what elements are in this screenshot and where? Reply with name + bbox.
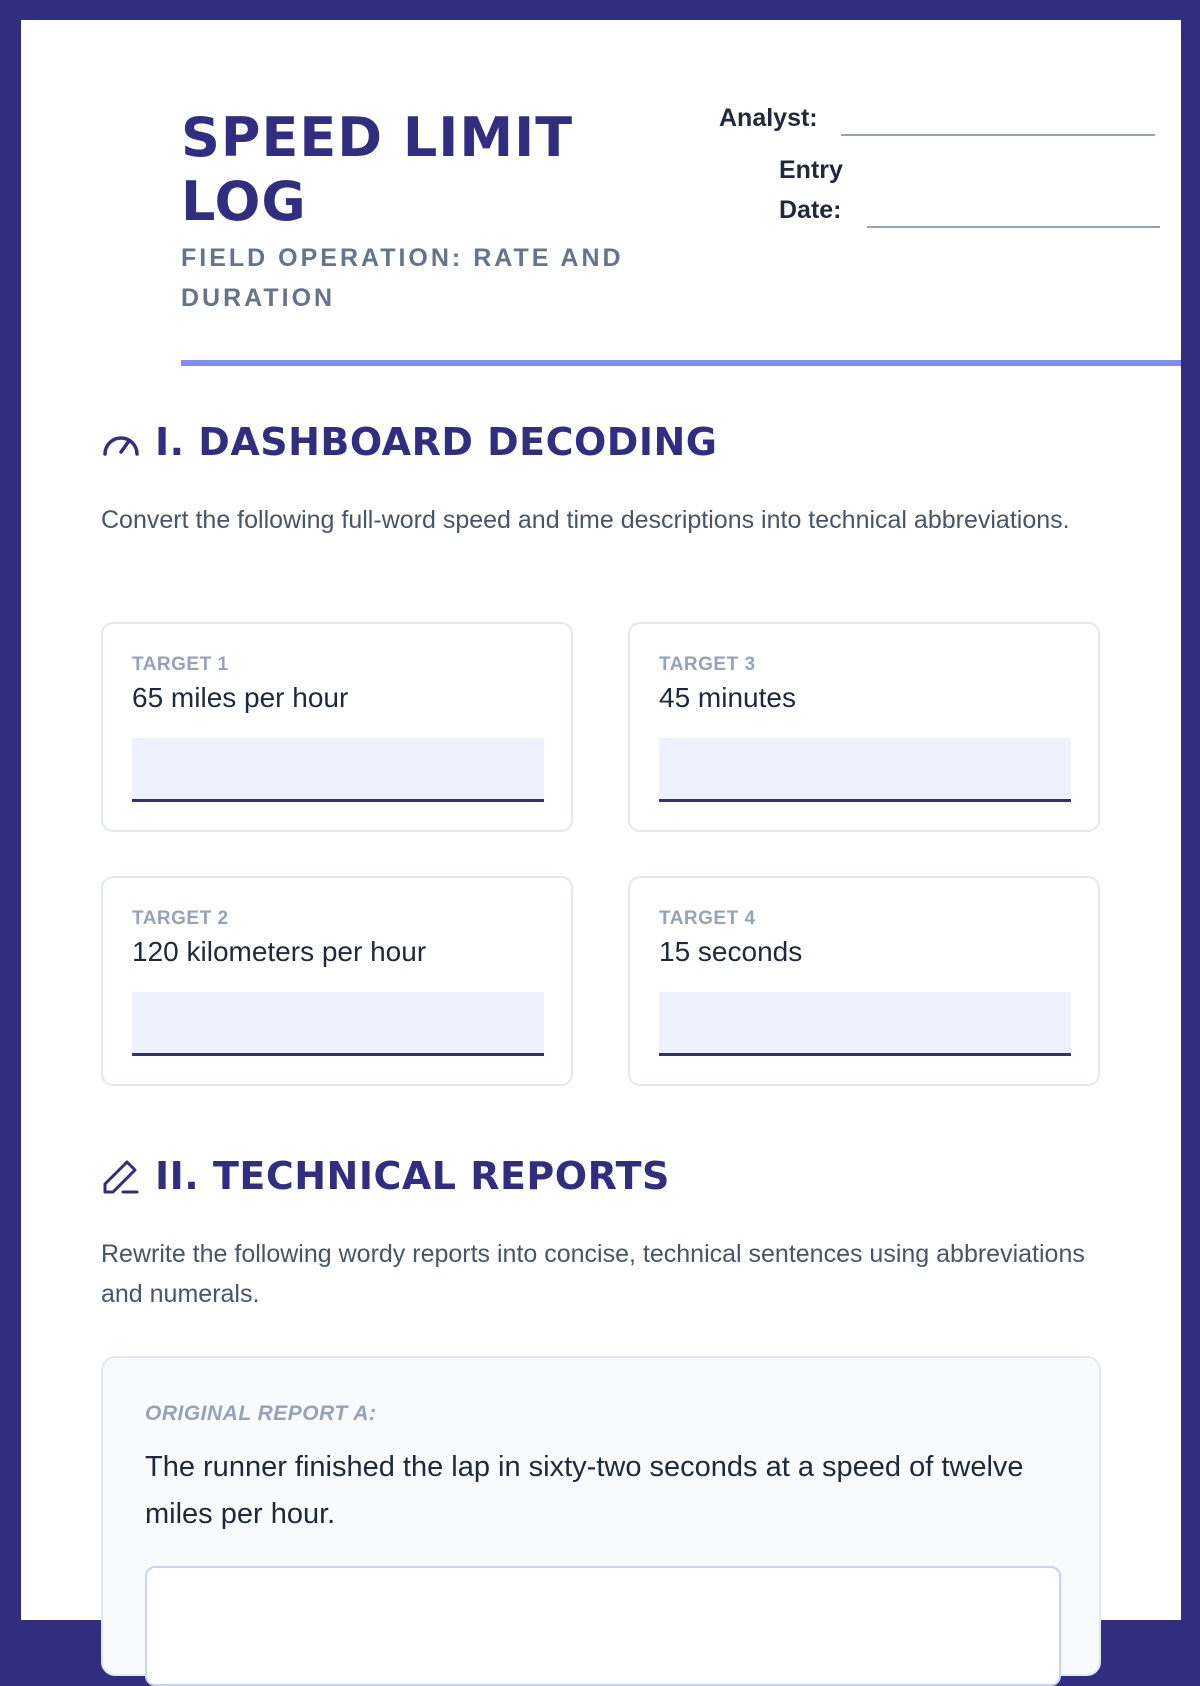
section2-instructions: Rewrite the following wordy reports into concise, technical sentences using abbreviations and numerals. — [101, 1240, 1085, 1308]
page-title: SPEED LIMIT LOG — [181, 106, 574, 233]
target-card-3 — [628, 622, 1100, 832]
target-answer-field[interactable] — [659, 738, 1071, 802]
target-answer-field[interactable] — [132, 992, 544, 1056]
target-card-4 — [628, 876, 1100, 1086]
target-label: TARGET 3 — [659, 654, 756, 675]
section2-heading — [101, 1154, 670, 1198]
header-divider — [181, 360, 1181, 366]
entry-date-field[interactable] — [867, 226, 1160, 228]
report-a-label: ORIGINAL REPORT A: — [145, 1402, 377, 1425]
target-card-2 — [101, 876, 573, 1086]
section1-heading — [101, 420, 717, 464]
speedometer-icon — [101, 422, 141, 462]
page-subtitle: FIELD OPERATION: RATE AND DURATION — [181, 244, 624, 312]
target-answer-field[interactable] — [659, 992, 1071, 1056]
worksheet-page — [21, 20, 1181, 1620]
section2-title: II. TECHNICAL REPORTS — [155, 1154, 670, 1198]
analyst-field[interactable] — [841, 134, 1155, 136]
target-label: TARGET 2 — [132, 908, 229, 929]
section1-title: I. DASHBOARD DECODING — [155, 420, 718, 464]
target-label: TARGET 1 — [132, 654, 229, 675]
pencil-icon — [101, 1156, 141, 1196]
target-prompt: 15 seconds — [659, 936, 803, 967]
entry-date-label-line1: Entry — [779, 156, 843, 184]
target-prompt: 120 kilometers per hour — [132, 936, 427, 967]
entry-date-label-line2: Date: — [779, 196, 842, 224]
header — [101, 20, 1101, 367]
report-a-text: The runner finished the lap in sixty-two seconds at a speed of twelve miles per hour. — [145, 1451, 1024, 1530]
report-a-answer-field[interactable] — [145, 1566, 1061, 1686]
target-prompt: 45 minutes — [659, 682, 796, 713]
target-answer-field[interactable] — [132, 738, 544, 802]
target-prompt: 65 miles per hour — [132, 682, 349, 713]
report-a-box — [101, 1356, 1101, 1676]
section1-instructions: Convert the following full-word speed and time descriptions into technical abbreviations. — [101, 506, 1070, 534]
target-card-1 — [101, 622, 573, 832]
target-label: TARGET 4 — [659, 908, 756, 929]
analyst-label: Analyst: — [719, 104, 818, 132]
